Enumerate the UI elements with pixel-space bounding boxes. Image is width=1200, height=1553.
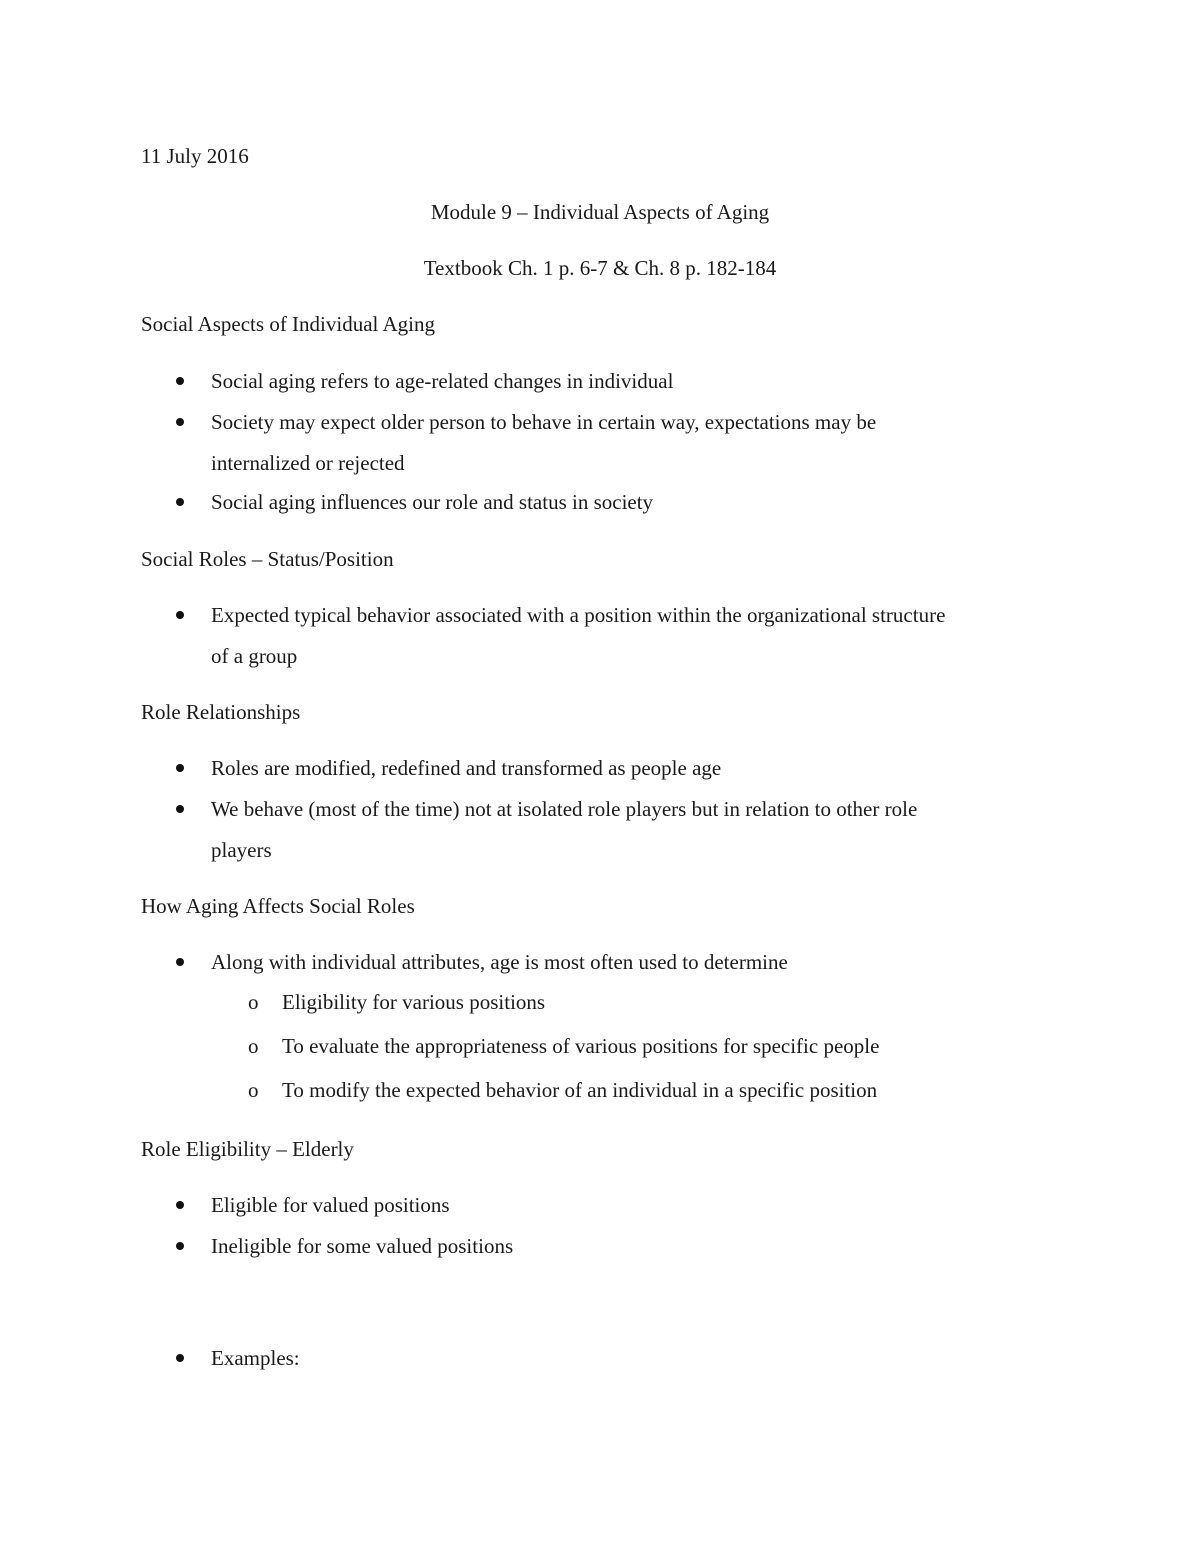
- bullet-marker: [176, 1242, 184, 1250]
- bullet-item: Roles are modified, redefined and transformed as people age: [211, 756, 722, 780]
- bullet-marker: [176, 1354, 184, 1362]
- bullet-item: Expected typical behavior associated with a position within the organizational structure: [211, 603, 946, 627]
- bullet-item: Along with individual attributes, age is most often used to determine: [211, 950, 788, 974]
- bullet-marker: [176, 1201, 184, 1209]
- bullet-item: Social aging influences our role and status in society: [211, 490, 654, 514]
- bullet-item-continuation: internalized or rejected: [211, 451, 405, 475]
- section-heading-aging-affects-roles: How Aging Affects Social Roles: [141, 894, 415, 918]
- bullet-marker: [176, 498, 184, 506]
- sub-bullet-item: To modify the expected behavior of an individual in a specific position: [282, 1078, 878, 1102]
- sub-bullet-marker: o: [248, 1078, 259, 1102]
- sub-bullet-item: To evaluate the appropriateness of various positions for specific people: [282, 1034, 880, 1058]
- sub-bullet-marker: o: [248, 1034, 259, 1058]
- sub-bullet-item: Eligibility for various positions: [282, 990, 546, 1014]
- bullet-item: Social aging refers to age-related changes in individual: [211, 369, 674, 393]
- bullet-marker: [176, 805, 184, 813]
- bullet-marker: [176, 611, 184, 619]
- section-heading-role-relationships: Role Relationships: [141, 700, 301, 724]
- section-heading-social-aspects: Social Aspects of Individual Aging: [141, 312, 435, 336]
- bullet-item: Ineligible for some valued positions: [211, 1234, 514, 1258]
- bullet-item-continuation: players: [211, 838, 272, 862]
- section-heading-role-eligibility: Role Eligibility – Elderly: [141, 1137, 354, 1161]
- document-subtitle: Textbook Ch. 1 p. 6-7 & Ch. 8 p. 182-184: [423, 256, 777, 280]
- bullet-item: We behave (most of the time) not at isolated role players but in relation to other role: [211, 797, 918, 821]
- bullet-item: Examples:: [211, 1346, 300, 1370]
- document-date: 11 July 2016: [141, 144, 249, 168]
- bullet-marker: [176, 958, 184, 966]
- sub-bullet-marker: o: [248, 990, 259, 1014]
- bullet-item-continuation: of a group: [211, 644, 298, 668]
- bullet-marker: [176, 418, 184, 426]
- bullet-marker: [176, 764, 184, 772]
- bullet-item: Eligible for valued positions: [211, 1193, 450, 1217]
- document-title: Module 9 – Individual Aspects of Aging: [430, 200, 770, 224]
- section-heading-social-roles: Social Roles – Status/Position: [141, 547, 394, 571]
- bullet-item: Society may expect older person to behave in certain way, expectations may be: [211, 410, 877, 434]
- bullet-marker: [176, 377, 184, 385]
